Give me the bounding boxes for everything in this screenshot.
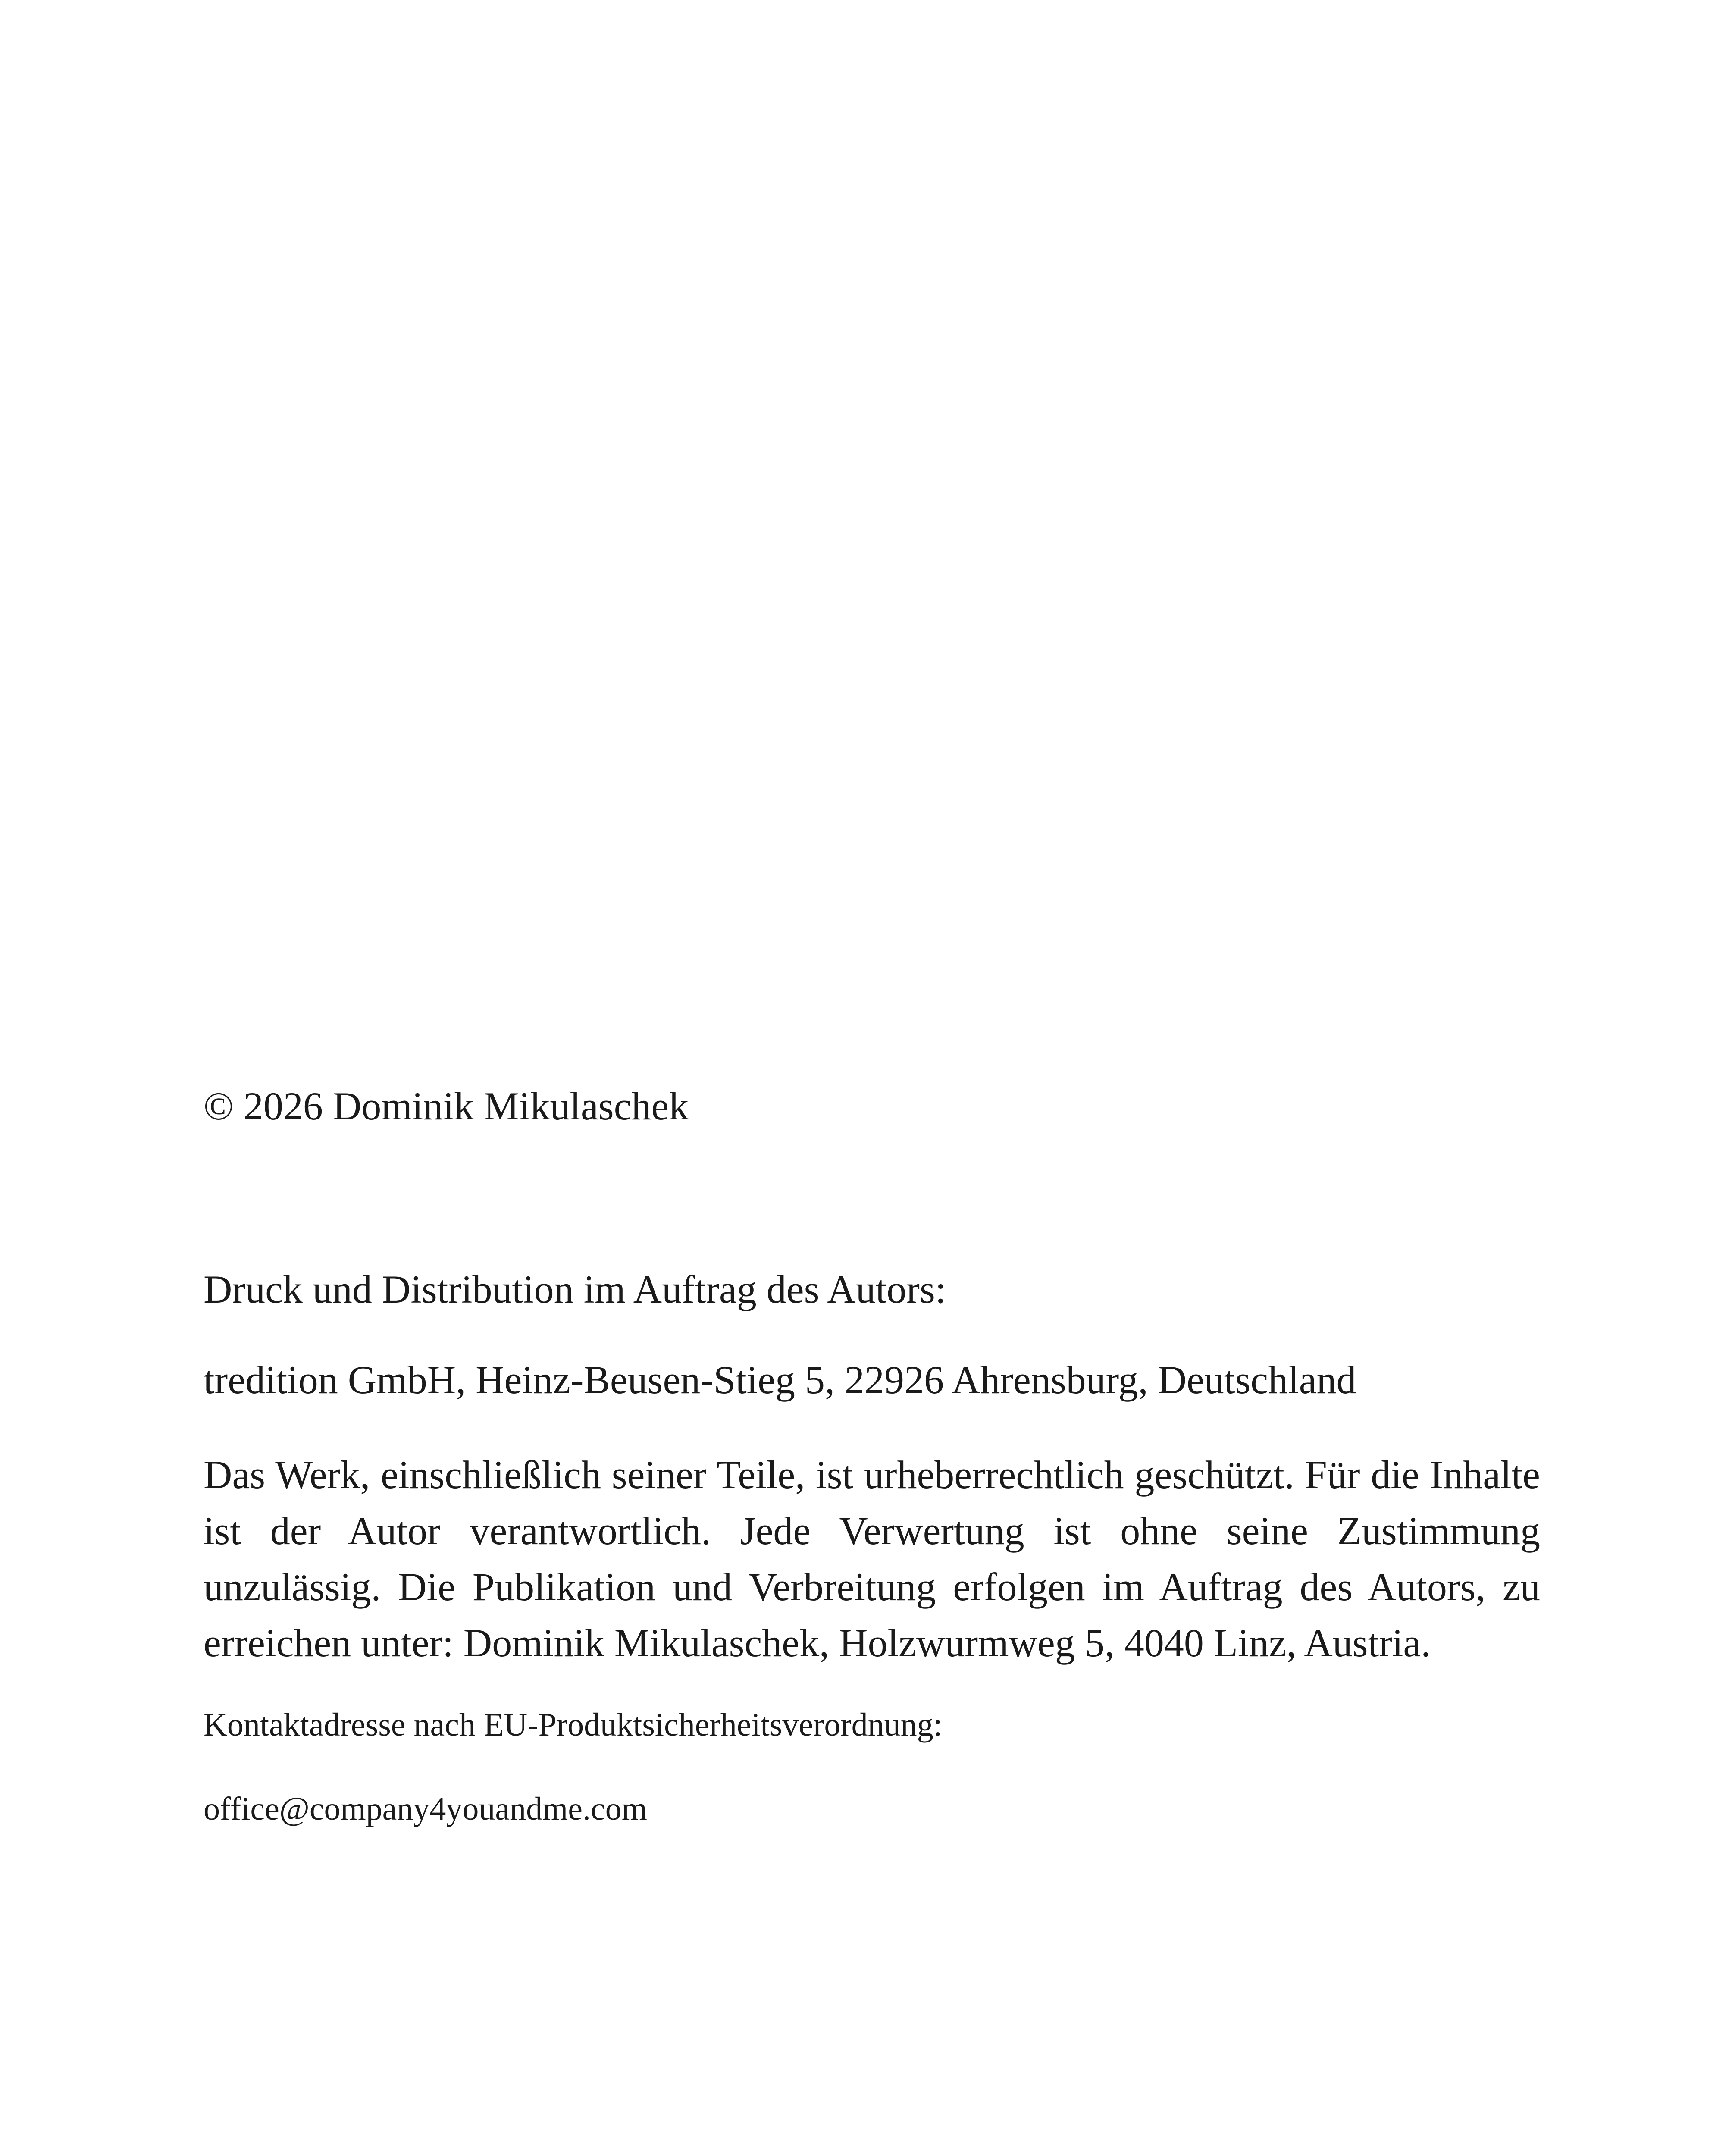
print-distribution-heading: Druck und Distribution im Auftrag des Autors: (204, 1267, 946, 1311)
legal-notice-paragraph: Das Werk, einschließlich seiner Teile, ist urheberrechtlich geschützt. Für die Inhalte ist der Autor verantwortlich. Jede Verwertung ist ohne seine Zustimmung unzulässig. Die Publikation und Verbreitung erfolgen im Auftrag des Autors, zu erreichen unter: Dominik Mikulaschek, Holzwurmweg 5, 4040 Linz, Austria. (204, 1453, 1540, 1665)
copyright-notice: © 2026 Dominik Mikulaschek (204, 1084, 689, 1128)
publisher-address: tredition GmbH, Heinz-Beusen-Stieg 5, 22926 Ahrensburg, Deutschland (204, 1358, 1356, 1402)
contact-email: office@company4youandme.com (204, 1791, 647, 1827)
contact-address-label: Kontaktadresse nach EU-Produktsicherheitsverordnung: (204, 1707, 943, 1743)
